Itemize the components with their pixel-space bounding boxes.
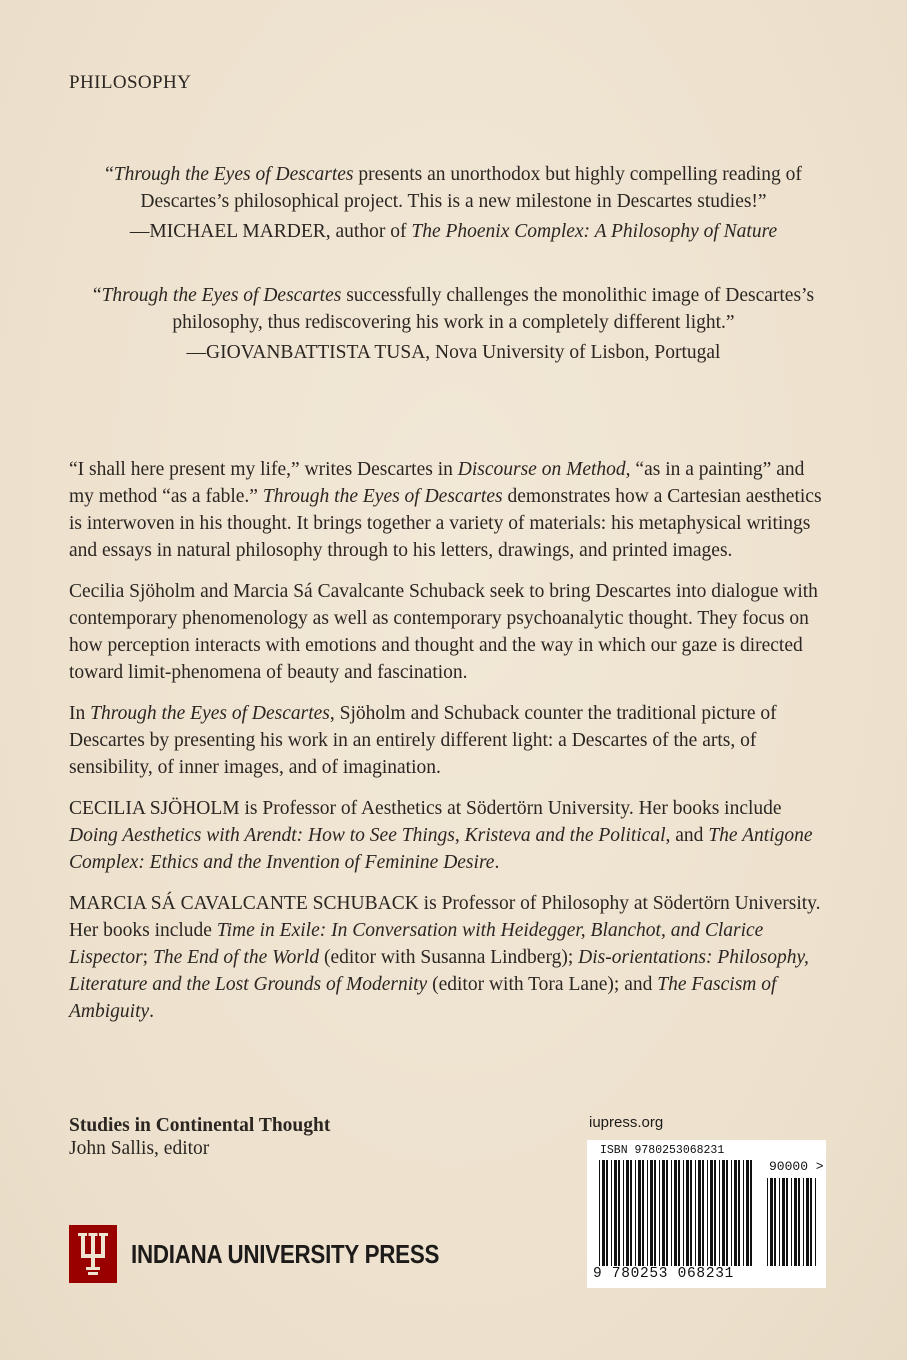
barcode-bar: [678, 1160, 680, 1266]
barcode-bar: [662, 1160, 665, 1266]
barcode-bar: [714, 1160, 716, 1266]
category-label: PHILOSOPHY: [69, 72, 192, 93]
description-paragraph-1: “I shall here present my life,” writes Descartes in Discourse on Method, “as in a painting” and my method “as a fable.” Through the Eyes of Descartes demonstrates how a Cartesian aesthetics is interwoven in his thought. It brings together a variety of materials: his metaphysical writings and essays in natural philosophy through to his letters, drawings, and printed images.: [69, 459, 822, 561]
barcode-bar: [654, 1160, 656, 1266]
iu-trident-logo-icon: [69, 1225, 117, 1283]
publisher-website[interactable]: iupress.org: [589, 1114, 664, 1131]
barcode-bar: [719, 1160, 720, 1266]
barcode-bar: [770, 1178, 773, 1266]
barcode-bar: [806, 1178, 809, 1266]
barcode-bar: [774, 1178, 776, 1266]
barcode-bar: [698, 1160, 701, 1266]
barcode-bar: [803, 1178, 804, 1266]
barcode-bar: [611, 1160, 612, 1266]
barcode-bar: [626, 1160, 629, 1266]
barcode-bar: [666, 1160, 668, 1266]
quote-text: “Through the Eyes of Descartes successfully challenges the monolithic image of Descartes’s philosophy, thus rediscovering his work in a completely different light.”: [92, 285, 815, 333]
barcode-bar: [750, 1160, 752, 1266]
isbn-barcode: [587, 1140, 826, 1288]
series-name: Studies in Continental Thought: [69, 1115, 331, 1136]
barcode-bar: [786, 1178, 788, 1266]
endorsement-attribution: —GIOVANBATTISTA TUSA, Nova University of Lisbon, Portugal: [186, 342, 721, 363]
barcode-digits: 9 780253 068231: [593, 1266, 735, 1282]
barcode-bar: [659, 1160, 660, 1266]
endorsement-attribution: —MICHAEL MARDER, author of The Phoenix Complex: A Philosophy of Nature: [129, 221, 778, 242]
barcode-bar: [746, 1160, 749, 1266]
book-description: [69, 456, 829, 1039]
barcode-bar: [726, 1160, 728, 1266]
description-paragraph-3: In Through the Eyes of Descartes, Sjöholm and Schuback counter the traditional picture of Descartes by presenting his work in an entirely different light: a Descartes of the arts, of sensibility, of inner images, and of imagination.: [69, 703, 777, 778]
barcode-bar: [815, 1178, 816, 1266]
barcode-bar: [791, 1178, 792, 1266]
barcode-bar: [722, 1160, 725, 1266]
price-code: 90000 >: [769, 1159, 824, 1174]
barcode-bar: [794, 1178, 797, 1266]
barcode-bar: [606, 1160, 608, 1266]
barcode-bar: [798, 1178, 800, 1266]
barcode-bar: [642, 1160, 644, 1266]
barcode-bar: [707, 1160, 708, 1266]
endorsement-marder: [60, 161, 847, 245]
barcode-bar: [647, 1160, 648, 1266]
series-info: [69, 1114, 330, 1160]
barcode-bar: [671, 1160, 672, 1266]
barcode-bar: [674, 1160, 677, 1266]
barcode-bar: [767, 1178, 768, 1266]
barcode-bar: [618, 1160, 620, 1266]
quote-text: “Through the Eyes of Descartes presents an unorthodox but highly compelling reading of Descartes’s philosophical project. This is a new milestone in Descartes studies!”: [105, 164, 802, 212]
endorsement-tusa: [60, 282, 847, 366]
publisher-name: INDIANA UNIVERSITY PRESS: [131, 1238, 440, 1269]
barcode-bar: [702, 1160, 704, 1266]
barcode-bar: [782, 1178, 785, 1266]
barcode-bar: [683, 1160, 684, 1266]
barcode-bar: [734, 1160, 737, 1266]
author-bio-sjoholm: CECILIA SJÖHOLM is Professor of Aesthetics at Södertörn University. Her books include Doing Aesthetics with Arendt: How to See Things, Kristeva and the Political, and The Antigone Complex: Ethics and the Invention of Feminine Desire.: [69, 798, 813, 873]
barcode-bar: [690, 1160, 692, 1266]
publisher-logo: [69, 1225, 489, 1283]
barcode-bar: [686, 1160, 689, 1266]
barcode-bar: [635, 1160, 636, 1266]
barcode-bar: [630, 1160, 632, 1266]
barcode-bar: [810, 1178, 812, 1266]
barcode-bar: [695, 1160, 696, 1266]
series-editor: John Sallis, editor: [69, 1138, 210, 1159]
barcode-bar: [731, 1160, 732, 1266]
description-paragraph-2: Cecilia Sjöholm and Marcia Sá Cavalcante Schuback seek to bring Descartes into dialogue with contemporary phenomenology as well as contemporary psychoanalytic thought. They focus on how perception interacts with emotions and thought and the way in which our gaze is directed toward limit-phenomena of beauty and fascination.: [69, 581, 818, 683]
barcode-bar: [779, 1178, 780, 1266]
author-bio-schuback: MARCIA SÁ CAVALCANTE SCHUBACK is Professor of Philosophy at Södertörn University. Her books include Time in Exile: In Conversation with Heidegger, Blanchot, and Clarice Lispector; The End of the World (editor with Susanna Lindberg); Dis-orientations: Philosophy, Literature and the Lost Grounds of Modernity (editor with Tora Lane); and The Fascism of Ambiguity.: [69, 893, 821, 1022]
barcode-bar: [614, 1160, 617, 1266]
barcode-bar: [743, 1160, 744, 1266]
barcode-bar: [710, 1160, 713, 1266]
isbn-label: ISBN 9780253068231: [600, 1144, 725, 1157]
barcode-bar: [623, 1160, 624, 1266]
barcode-bar: [638, 1160, 641, 1266]
barcode-bar: [602, 1160, 605, 1266]
barcode-bar: [650, 1160, 653, 1266]
barcode-bar: [599, 1160, 600, 1266]
barcode-bar: [738, 1160, 740, 1266]
